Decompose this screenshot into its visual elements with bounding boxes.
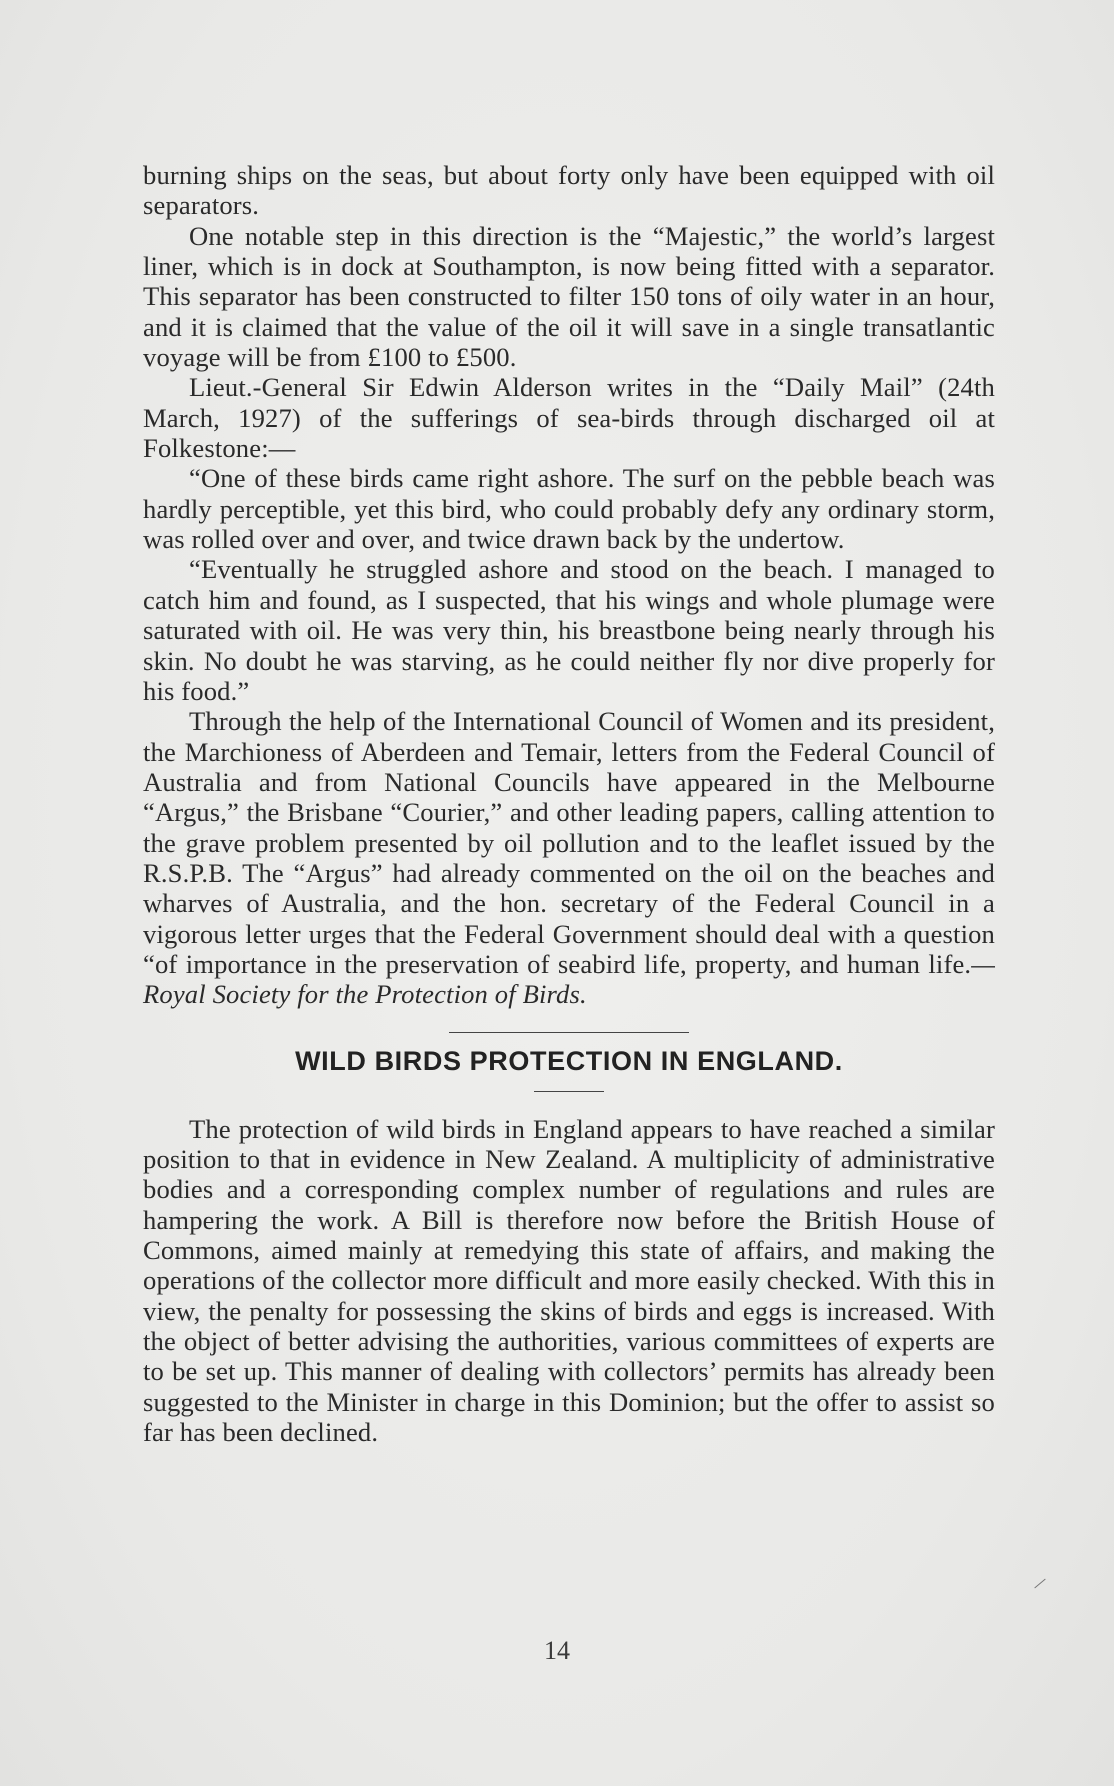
paragraph-quote-eventually: “Eventually he struggled ashore and stood on the beach. I managed to catch him and found, as I suspected, that his wings and whole plumage were saturated with oil. He was very thin, his breastbone being nearly through his skin. No doubt he was starving, as he could neither fly nor dive properly for his food.” [143,554,995,706]
section-divider-top [449,1032,689,1033]
paragraph-international-council [143,706,995,1009]
margin-pencil-mark [1034,1579,1045,1589]
paragraph-majestic: One notable step in this direction is the “Majestic,” the world’s largest liner, which is in dock at Southampton, is now being fitted with a separator. This separator has been constructed to filter 150 tons of oily water in an hour, and it is claimed that the value of the oil it will save in a single transatlantic voyage will be from £100 to £500. [143,220,995,373]
paragraph-wild-birds: The protection of wild birds in England appears to have reached a similar position to that in evidence in New Zealand. A multiplicity of administrative bodies and a corresponding complex number of regulations and rules are hampering the work. A Bill is therefore now before the British House of Commons, aimed mainly at remedying this state of affairs, and making the operations of the collector more difficult and more easily checked. With this in view, the penalty for possessing the skins of birds and eggs is increased. With the object of better advising the authorities, various committees of experts are to be set up. This manner of dealing with collectors’ permits has already been suggested to the Minister in charge in this Dominion; but the offer to assist so far has been declined. [143,1113,995,1448]
attribution: —Royal Society for the Protection of Birds. [143,948,995,1010]
section-divider-bottom [534,1091,604,1092]
paragraph-quote-ashore: “One of these birds came right ashore. The surf on the pebble beach was hardly perceptible, yet this bird, who could probably defy any ordinary storm, was rolled over and over, and twice drawn back by the undertow. [143,463,995,555]
page-body [143,160,995,1447]
paragraph-alderson: Lieut.-General Sir Edwin Alderson writes in the “Daily Mail” (24th March, 1927) of the sufferings of sea-birds through discharged oil at Folkestone:— [143,372,995,464]
section-heading: WILD BIRDS PROTECTION IN ENGLAND. [295,1045,843,1076]
paragraph-international-council-text: Through the help of the International Council of Women and its president, the Marchioness of Aberdeen and Temair, letters from the Federal Council of Australia and from National Councils have appeared in the Melbourne “Argus,” the Brisbane “Courier,” and other leading papers, calling attention to the grave problem presented by oil pollution and to the leaflet issued by the R.S.P.B. The “Argus” had already commented on the oil on the beaches and wharves of Australia, and the hon. secretary of the Federal Council in a vigorous letter urges that the Federal Government should deal with a question “of importance in the preservation of seabird life, property, and human life. [143,706,995,979]
paragraph-continuation: burning ships on the seas, but about forty only have been equipped with oil separators. [143,160,995,221]
page-number: 14 [544,1636,570,1665]
